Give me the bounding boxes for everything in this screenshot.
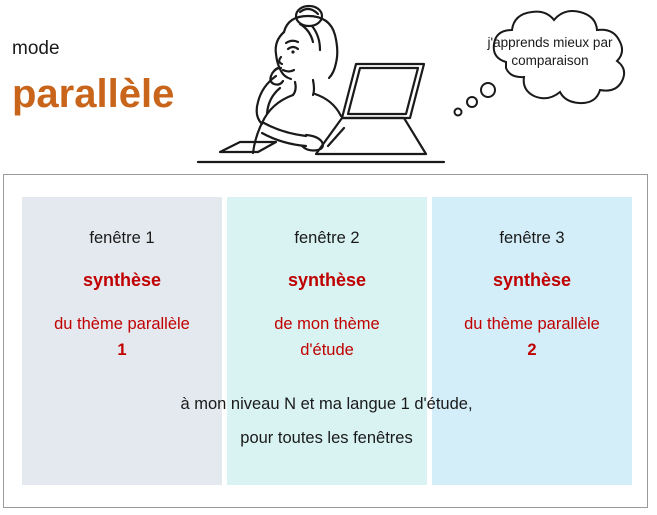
- window-1-label: fenêtre 1: [89, 229, 155, 247]
- window-3-synthesis-label: synthèse: [492, 270, 572, 290]
- window-1-theme: [22, 311, 222, 363]
- window-3-theme-line: du thème parallèle: [464, 315, 600, 333]
- window-3-label: fenêtre 3: [499, 229, 565, 247]
- person-studying-laptop-icon: [196, 2, 446, 172]
- window-1-theme-line: du thème parallèle: [54, 315, 190, 333]
- window-2-theme: [227, 311, 427, 363]
- windows-panel: [3, 174, 648, 508]
- footer-line-2: pour toutes les fenêtres: [240, 429, 413, 447]
- window-1-theme-number: 1: [117, 341, 127, 359]
- window-3-theme-number: 2: [527, 341, 537, 359]
- window-2-label: fenêtre 2: [294, 229, 360, 247]
- footer-note: [4, 387, 649, 455]
- window-3-theme: [432, 311, 632, 363]
- footer-line-1: à mon niveau N et ma langue 1 d'étude,: [180, 395, 473, 413]
- window-2-theme-number: d'étude: [300, 341, 354, 359]
- thought-bubble-text: j'apprends mieux par comparaison: [487, 35, 613, 68]
- window-2-theme-line: de mon thème: [274, 315, 380, 333]
- page-title: parallèle: [12, 72, 175, 116]
- window-1-synthesis-label: synthèse: [82, 270, 162, 290]
- mode-label: mode: [12, 38, 60, 59]
- window-2-synthesis-label: synthèse: [287, 270, 367, 290]
